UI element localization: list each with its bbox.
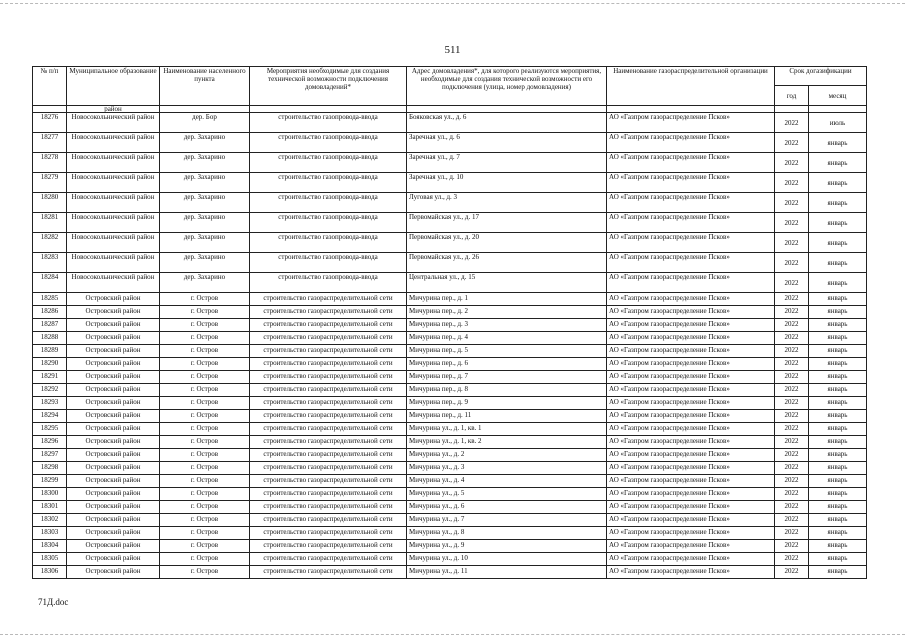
row-year: 2022 [775,332,809,345]
row-settlement: г. Остров [160,501,250,514]
row-settlement: г. Остров [160,397,250,410]
row-org: АО «Газпром газораспределение Псков» [607,233,775,253]
header-term: Срок догазификации [775,67,867,86]
row-year: 2022 [775,273,809,293]
row-num: 18303 [33,527,67,540]
row-settlement: г. Остров [160,345,250,358]
row-num: 18290 [33,358,67,371]
row-year: 2022 [775,306,809,319]
row-address: Первомайская ул., д. 17 [407,213,607,233]
row-month: январь [809,410,867,423]
row-year: 2022 [775,501,809,514]
row-org: АО «Газпром газораспределение Псков» [607,293,775,306]
table-row [33,293,867,306]
row-measure: строительство газораспределительной сети [250,410,407,423]
row-municipality: Островский район [67,566,160,579]
table-row [33,358,867,371]
row-address: Заречная ул., д. 10 [407,173,607,193]
row-month: январь [809,345,867,358]
row-measure: строительство газораспределительной сети [250,488,407,501]
row-address: Мичурина пер., д. 11 [407,410,607,423]
row-address: Мичурина пер., д. 7 [407,371,607,384]
row-org: АО «Газпром газораспределение Псков» [607,501,775,514]
row-address: Мичурина ул., д. 9 [407,540,607,553]
row-settlement: г. Остров [160,488,250,501]
row-measure: строительство газораспределительной сети [250,384,407,397]
row-year: 2022 [775,384,809,397]
page-number: 511 [444,44,461,56]
row-month: январь [809,527,867,540]
row-municipality: Новосокольнический район [67,133,160,153]
row-num: 18291 [33,371,67,384]
row-num: 18288 [33,332,67,345]
row-measure: строительство газопровода-ввода [250,273,407,293]
row-municipality: Островский район [67,501,160,514]
row-org: АО «Газпром газораспределение Псков» [607,462,775,475]
row-measure: строительство газораспределительной сети [250,462,407,475]
row-month: январь [809,153,867,173]
row-settlement: г. Остров [160,514,250,527]
row-org: АО «Газпром газораспределение Псков» [607,436,775,449]
row-num: 18281 [33,213,67,233]
row-year: 2022 [775,319,809,332]
table-row [33,410,867,423]
row-municipality: Островский район [67,488,160,501]
row-municipality: Островский район [67,345,160,358]
row-address: Заречная ул., д. 7 [407,153,607,173]
row-settlement: г. Остров [160,527,250,540]
row-month: январь [809,488,867,501]
table-row [33,253,867,273]
row-settlement: дер. Захарино [160,193,250,213]
row-num: 18295 [33,423,67,436]
row-num: 18301 [33,501,67,514]
table-row [33,436,867,449]
row-municipality: Островский район [67,293,160,306]
row-month: январь [809,475,867,488]
row-org: АО «Газпром газораспределение Псков» [607,345,775,358]
row-measure: строительство газораспределительной сети [250,553,407,566]
table-row [33,488,867,501]
row-num: 18276 [33,113,67,133]
table-body [33,106,867,579]
row-measure: строительство газопровода-ввода [250,113,407,133]
row-measure: строительство газораспределительной сети [250,293,407,306]
row-org: АО «Газпром газораспределение Псков» [607,449,775,462]
table-row [33,423,867,436]
table-row [33,397,867,410]
row-year: 2022 [775,133,809,153]
row-org: АО «Газпром газораспределение Псков» [607,423,775,436]
row-year: 2022 [775,371,809,384]
row-org: АО «Газпром газораспределение Псков» [607,253,775,273]
row-address: Луговая ул., д. 3 [407,193,607,213]
row-month: январь [809,332,867,345]
row-municipality: Островский район [67,306,160,319]
row-municipality: Островский район [67,319,160,332]
table-row [33,553,867,566]
row-address: Бояковская ул., д. 6 [407,113,607,133]
row-month: январь [809,540,867,553]
row-year: 2022 [775,488,809,501]
row-measure: строительство газораспределительной сети [250,332,407,345]
row-settlement: г. Остров [160,423,250,436]
row-year: 2022 [775,423,809,436]
header-measures: Мероприятия необходимые для создания технической возможности подключения домовладений* [250,67,407,106]
footer-filename: 71Д.doc [38,597,69,607]
row-num: 18296 [33,436,67,449]
row-org: АО «Газпром газораспределение Псков» [607,273,775,293]
row-org: АО «Газпром газораспределение Псков» [607,173,775,193]
row-measure: строительство газораспределительной сети [250,358,407,371]
row-num: 18285 [33,293,67,306]
row-settlement: дер. Захарино [160,253,250,273]
row-measure: строительство газораспределительной сети [250,449,407,462]
table-row [33,501,867,514]
header-address: Адрес домовладения*, для которого реализуются мероприятия, необходимые для создания технической возможности его подключения (улица, номер домовладения) [407,67,607,106]
row-num: 18300 [33,488,67,501]
row-measure: строительство газораспределительной сети [250,423,407,436]
table-row [33,527,867,540]
row-num: 18306 [33,566,67,579]
row-municipality: Островский район [67,384,160,397]
row-settlement: дер. Бор [160,113,250,133]
row-settlement: дер. Захарино [160,273,250,293]
scan-artifact-top [0,3,905,4]
table-row [33,566,867,579]
row-municipality: Островский район [67,436,160,449]
row-municipality: Островский район [67,514,160,527]
row-num: 18287 [33,319,67,332]
table-row [33,173,867,193]
row-month: январь [809,397,867,410]
row-measure: строительство газораспределительной сети [250,514,407,527]
row-org: АО «Газпром газораспределение Псков» [607,488,775,501]
header-month: месяц [809,86,867,106]
row-measure: строительство газораспределительной сети [250,397,407,410]
row-address: Мичурина пер., д. 9 [407,397,607,410]
row-measure: строительство газораспределительной сети [250,566,407,579]
row-address: Центральная ул., д. 15 [407,273,607,293]
row-municipality: Островский район [67,527,160,540]
row-municipality: Новосокольнический район [67,193,160,213]
row-measure: строительство газопровода-ввода [250,173,407,193]
row-num: 18280 [33,193,67,213]
row-month: январь [809,553,867,566]
table-row [33,133,867,153]
table-row [33,462,867,475]
row-org: АО «Газпром газораспределение Псков» [607,306,775,319]
table-row [33,233,867,253]
row-month: январь [809,253,867,273]
row-year: 2022 [775,436,809,449]
row-measure: строительство газораспределительной сети [250,371,407,384]
row-num: 18277 [33,133,67,153]
row-measure: строительство газораспределительной сети [250,527,407,540]
scan-artifact-bottom [0,634,905,635]
row-year: 2022 [775,566,809,579]
row-municipality: Островский район [67,332,160,345]
row-month: январь [809,193,867,213]
row-month: январь [809,293,867,306]
row-num: 18294 [33,410,67,423]
row-address: Мичурина пер., д. 5 [407,345,607,358]
row-month: январь [809,462,867,475]
row-org: АО «Газпром газораспределение Псков» [607,553,775,566]
row-org: АО «Газпром газораспределение Псков» [607,371,775,384]
row-municipality: Новосокольнический район [67,113,160,133]
row-month: январь [809,358,867,371]
row-address: Мичурина ул., д. 7 [407,514,607,527]
row-settlement: г. Остров [160,306,250,319]
row-municipality: Островский район [67,423,160,436]
continued-municipality: район [67,106,160,113]
table-row [33,319,867,332]
row-municipality: Островский район [67,410,160,423]
row-address: Заречная ул., д. 6 [407,133,607,153]
table-row [33,193,867,213]
row-address: Мичурина ул., д. 4 [407,475,607,488]
row-municipality: Новосокольнический район [67,213,160,233]
row-settlement: г. Остров [160,475,250,488]
row-year: 2022 [775,193,809,213]
row-org: АО «Газпром газораспределение Псков» [607,213,775,233]
row-settlement: г. Остров [160,384,250,397]
header-num: № п/п [33,67,67,106]
table-row [33,345,867,358]
row-num: 18284 [33,273,67,293]
row-settlement: дер. Захарино [160,133,250,153]
row-settlement: дер. Захарино [160,153,250,173]
row-settlement: г. Остров [160,436,250,449]
row-municipality: Новосокольнический район [67,273,160,293]
row-settlement: г. Остров [160,462,250,475]
row-address: Мичурина ул., д. 11 [407,566,607,579]
row-settlement: г. Остров [160,553,250,566]
row-measure: строительство газораспределительной сети [250,475,407,488]
row-settlement: г. Остров [160,371,250,384]
row-address: Мичурина пер., д. 4 [407,332,607,345]
table-row [33,514,867,527]
row-org: АО «Газпром газораспределение Псков» [607,332,775,345]
row-num: 18292 [33,384,67,397]
row-year: 2022 [775,397,809,410]
row-address: Мичурина ул., д. 2 [407,449,607,462]
row-num: 18304 [33,540,67,553]
row-year: 2022 [775,527,809,540]
row-month: январь [809,273,867,293]
row-measure: строительство газораспределительной сети [250,319,407,332]
row-org: АО «Газпром газораспределение Псков» [607,527,775,540]
row-municipality: Островский район [67,462,160,475]
row-municipality: Новосокольнический район [67,153,160,173]
row-measure: строительство газопровода-ввода [250,193,407,213]
row-month: январь [809,306,867,319]
table-row [33,273,867,293]
row-year: 2022 [775,410,809,423]
row-org: АО «Газпром газораспределение Псков» [607,540,775,553]
row-year: 2022 [775,358,809,371]
row-measure: строительство газораспределительной сети [250,436,407,449]
table-row [33,113,867,133]
row-org: АО «Газпром газораспределение Псков» [607,384,775,397]
header-settlement: Наименование населенного пункта [160,67,250,106]
header-year: год [775,86,809,106]
row-month: январь [809,501,867,514]
table-row [33,384,867,397]
row-year: 2022 [775,213,809,233]
row-municipality: Островский район [67,449,160,462]
row-address: Мичурина ул., д. 6 [407,501,607,514]
row-num: 18286 [33,306,67,319]
row-year: 2022 [775,233,809,253]
row-address: Мичурина ул., д. 3 [407,462,607,475]
row-settlement: г. Остров [160,410,250,423]
table-row [33,153,867,173]
row-settlement: г. Остров [160,332,250,345]
row-month: январь [809,133,867,153]
row-address: Первомайская ул., д. 26 [407,253,607,273]
row-address: Мичурина пер., д. 2 [407,306,607,319]
row-address: Мичурина ул., д. 1, кв. 1 [407,423,607,436]
row-org: АО «Газпром газораспределение Псков» [607,514,775,527]
row-num: 18302 [33,514,67,527]
row-month: январь [809,213,867,233]
row-year: 2022 [775,553,809,566]
row-address: Мичурина ул., д. 10 [407,553,607,566]
row-num: 18283 [33,253,67,273]
row-municipality: Островский район [67,553,160,566]
row-org: АО «Газпром газораспределение Псков» [607,358,775,371]
row-month: январь [809,173,867,193]
row-address: Мичурина пер., д. 6 [407,358,607,371]
continued-row [33,106,867,113]
row-address: Мичурина пер., д. 1 [407,293,607,306]
row-num: 18299 [33,475,67,488]
row-municipality: Островский район [67,475,160,488]
row-org: АО «Газпром газораспределение Псков» [607,153,775,173]
row-org: АО «Газпром газораспределение Псков» [607,397,775,410]
row-measure: строительство газопровода-ввода [250,253,407,273]
row-measure: строительство газопровода-ввода [250,233,407,253]
gasification-table [32,66,867,579]
row-address: Мичурина ул., д. 8 [407,527,607,540]
row-measure: строительство газопровода-ввода [250,213,407,233]
row-month: январь [809,436,867,449]
row-measure: строительство газораспределительной сети [250,540,407,553]
row-municipality: Новосокольнический район [67,233,160,253]
row-month: январь [809,371,867,384]
table-row [33,306,867,319]
row-num: 18279 [33,173,67,193]
row-municipality: Островский район [67,540,160,553]
row-municipality: Островский район [67,358,160,371]
row-year: 2022 [775,173,809,193]
row-org: АО «Газпром газораспределение Псков» [607,566,775,579]
row-measure: строительство газопровода-ввода [250,153,407,173]
table-row [33,332,867,345]
row-settlement: г. Остров [160,540,250,553]
row-month: январь [809,319,867,332]
row-settlement: г. Остров [160,358,250,371]
header-municipality: Муниципальное образование [67,67,160,106]
row-org: АО «Газпром газораспределение Псков» [607,133,775,153]
table-row [33,213,867,233]
row-org: АО «Газпром газораспределение Псков» [607,193,775,213]
row-address: Первомайская ул., д. 20 [407,233,607,253]
table-row [33,475,867,488]
row-org: АО «Газпром газораспределение Псков» [607,113,775,133]
row-settlement: г. Остров [160,449,250,462]
row-settlement: г. Остров [160,319,250,332]
row-num: 18278 [33,153,67,173]
row-year: 2022 [775,475,809,488]
row-municipality: Новосокольнический район [67,253,160,273]
row-month: январь [809,384,867,397]
table-header [33,67,867,106]
row-measure: строительство газопровода-ввода [250,133,407,153]
row-month: январь [809,514,867,527]
row-month: январь [809,233,867,253]
row-year: 2022 [775,153,809,173]
row-municipality: Островский район [67,397,160,410]
row-measure: строительство газораспределительной сети [250,501,407,514]
row-month: январь [809,449,867,462]
table-row [33,540,867,553]
row-measure: строительство газораспределительной сети [250,345,407,358]
row-month: июль [809,113,867,133]
row-address: Мичурина пер., д. 8 [407,384,607,397]
row-year: 2022 [775,113,809,133]
row-settlement: г. Остров [160,566,250,579]
row-num: 18289 [33,345,67,358]
row-org: АО «Газпром газораспределение Псков» [607,475,775,488]
header-gdo: Наименование газораспределительной организации [607,67,775,106]
row-num: 18282 [33,233,67,253]
row-measure: строительство газораспределительной сети [250,306,407,319]
row-year: 2022 [775,253,809,273]
row-year: 2022 [775,540,809,553]
row-year: 2022 [775,293,809,306]
row-year: 2022 [775,462,809,475]
row-settlement: г. Остров [160,293,250,306]
table-row [33,371,867,384]
row-year: 2022 [775,345,809,358]
row-num: 18305 [33,553,67,566]
row-month: январь [809,566,867,579]
row-address: Мичурина ул., д. 5 [407,488,607,501]
row-num: 18298 [33,462,67,475]
row-month: январь [809,423,867,436]
row-org: АО «Газпром газораспределение Псков» [607,319,775,332]
row-address: Мичурина пер., д. 3 [407,319,607,332]
row-num: 18293 [33,397,67,410]
row-year: 2022 [775,449,809,462]
row-municipality: Новосокольнический район [67,173,160,193]
row-settlement: дер. Захарино [160,233,250,253]
row-num: 18297 [33,449,67,462]
row-address: Мичурина ул., д. 1, кв. 2 [407,436,607,449]
row-org: АО «Газпром газораспределение Псков» [607,410,775,423]
row-settlement: дер. Захарино [160,213,250,233]
row-municipality: Островский район [67,371,160,384]
row-settlement: дер. Захарино [160,173,250,193]
table-row [33,449,867,462]
row-year: 2022 [775,514,809,527]
